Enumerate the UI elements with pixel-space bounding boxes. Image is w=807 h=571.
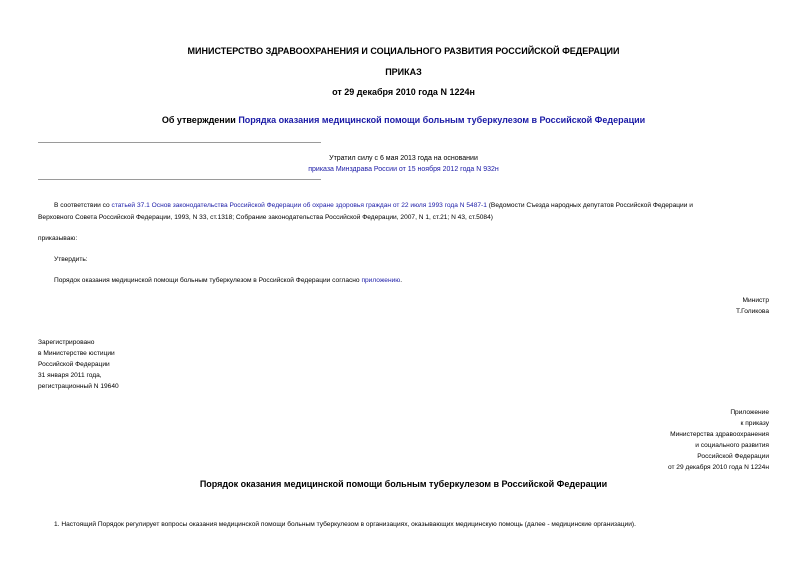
approve-item-end: . [400,277,403,284]
preamble-link-law[interactable]: Основ законодательства Российской Федерации об охране здоровья граждан от 22 июля 1993 года N 5487-1 [151,202,487,209]
doc-date-number: от 29 декабря 2010 года N 1224н [332,87,475,97]
ministry-heading: МИНИСТЕРСТВО ЗДРАВООХРАНЕНИЯ И СОЦИАЛЬНОГО РАЗВИТИЯ РОССИЙСКОЙ ФЕДЕРАЦИИ [187,46,620,56]
doc-title-link[interactable]: Порядка оказания медицинской помощи больным туберкулезом в Российской Федерации [238,115,646,125]
registration-line: Зарегистрировано [38,339,95,346]
appendix-line: от 29 декабря 2010 года N 1224н [667,464,769,471]
status-note-line1: Утратил силу с 6 мая 2013 года на основании [329,155,478,162]
doc-type-heading: ПРИКАЗ [385,67,422,77]
appendix-link[interactable]: приложению [361,277,401,284]
registration-line: 31 января 2011 года, [38,372,102,379]
preamble-text-mid: (Ведомости Съезда народных депутатов Российской Федерации и [488,202,693,209]
doc-title [0,115,807,125]
order-word: приказываю: [38,235,78,242]
appendix-block [668,407,769,473]
preamble-line2: Верховного Совета Российской Федерации, 1993, N 33, ст.1318; Собрание законодательства Российской Федерации, 2007, N 1, ст.21; N 43, ст.5084) [38,214,493,221]
appendix-line: Российской Федерации [697,453,769,460]
appendix-line: Министерства здравоохранения [670,431,769,438]
registration-line: регистрационный N 19640 [38,383,119,390]
approve-word: Утвердить: [54,256,88,263]
preamble-link-article[interactable]: статьей 37.1 [111,202,150,209]
approve-item-text: Порядок оказания медицинской помощи больным туберкулезом в Российской Федерации согласно [54,277,360,284]
doc-title-prefix: Об утверждении [161,115,236,125]
preamble-text-start: В соответствии со [54,202,110,209]
appendix-line: к приказу [740,420,769,427]
clause-1: 1. Настоящий Порядок регулирует вопросы оказания медицинской помощи больным туберкулезом в организациях, оказывающих медицинскую помощь (далее - медицинские организации). [54,521,636,528]
signature-position: Министр [742,297,769,304]
registration-line: Российской Федерации [38,361,110,368]
registration-block [38,337,119,392]
divider-bottom [38,179,321,180]
divider-top [38,142,321,143]
preamble-line1 [54,200,693,211]
signature-name: Т.Голикова [735,308,769,315]
registration-line: в Министерстве юстиции [38,350,115,357]
appendix-line: Приложение [730,409,769,416]
status-note-link[interactable]: приказа Минздрава России от 15 ноября 2012 года N 932н [308,166,499,173]
appendix-line: и социального развития [695,442,769,449]
approve-item [54,275,402,286]
appendix-title: Порядок оказания медицинской помощи больным туберкулезом в Российской Федерации [199,479,608,489]
